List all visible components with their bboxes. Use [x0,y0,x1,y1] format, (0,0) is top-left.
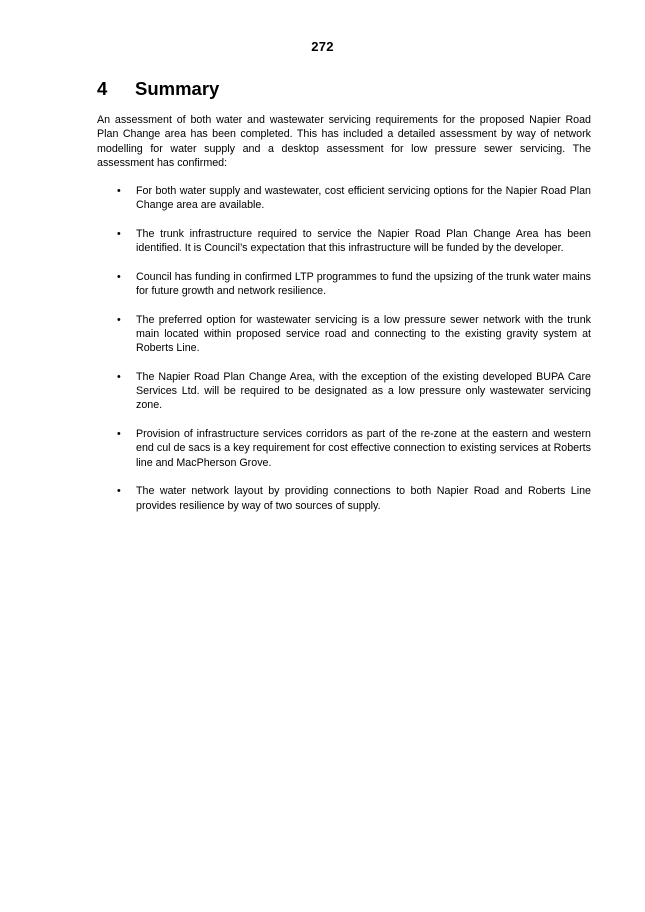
bullet-item [97,484,591,513]
bullet-text: The Napier Road Plan Change Area, with the exception of the existing developed BUPA Care Services Ltd. will be required to be designated as a low pressure only wastewater servicing zone. [136,370,591,412]
summary-bullet-list [97,184,591,527]
bullet-icon: • [117,485,121,498]
intro-paragraph: An assessment of both water and wastewater servicing requirements for the proposed Napier Road Plan Change area has been completed. This has included a detailed assessment by way of network modelling for water supply and a desktop assessment for low pressure sewer servicing. The assessment has confirmed: [97,114,591,169]
bullet-icon: • [117,270,121,283]
bullet-icon: • [117,370,121,383]
bullet-text: Provision of infrastructure services corridors as part of the re-zone at the eastern and western end cul de sacs is a key requirement for cost effective connection to existing services at Roberts line and MacPherson Grove. [136,428,591,469]
bullet-text: For both water supply and wastewater, cost efficient servicing options for the Napier Road Plan Change area are available. [136,185,591,212]
bullet-icon: • [117,313,121,326]
bullet-text: The preferred option for wastewater servicing is a low pressure sewer network with the trunk main located within proposed service road and connecting to the existing gravity system at Roberts Line. [136,313,591,355]
section-heading [97,78,557,100]
page-number: 272 [311,39,334,54]
bullet-item [97,427,591,470]
section-number: 4 [97,78,108,99]
bullet-text: The trunk infrastructure required to service the Napier Road Plan Change Area has been identified. It is Council’s expectation that this infrastructure will be funded by the developer. [136,227,591,255]
bullet-icon: • [117,185,121,197]
bullet-item [97,370,591,413]
bullet-icon: • [117,227,121,240]
bullet-text: Council has funding in confirmed LTP programmes to fund the upsizing of the trunk water mains for future growth and network resilience. [136,270,591,298]
bullet-item [97,184,591,213]
bullet-text: The water network layout by providing connections to both Napier Road and Roberts Line provides resilience by way of two sources of supply. [136,485,591,512]
bullet-item [97,270,591,299]
bullet-item [97,313,591,356]
section-title: Summary [135,78,220,99]
bullet-item [97,227,591,256]
bullet-icon: • [117,428,121,441]
